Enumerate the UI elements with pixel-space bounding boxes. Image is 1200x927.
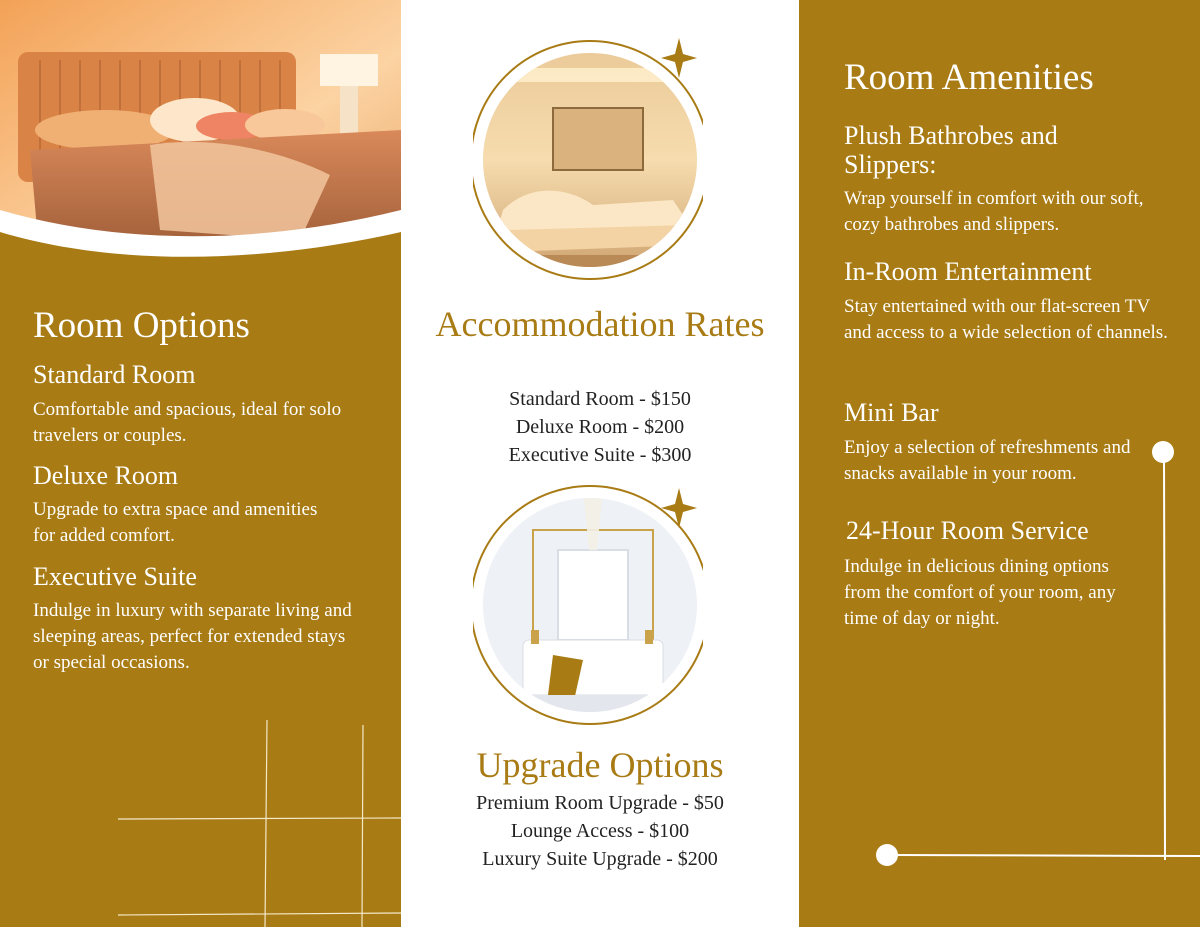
rate-executive: Executive Suite - $300 [508, 444, 692, 466]
amenity-name-entertainment: In-Room Entertainment [844, 257, 1092, 286]
decorative-grid-lines [0, 720, 401, 927]
room-options-title: Room Options [33, 305, 250, 346]
amenities-title: Room Amenities [844, 57, 1094, 98]
room-name-standard: Standard Room [33, 360, 196, 389]
room-desc-deluxe: Upgrade to extra space and amenities for added comfort. [33, 499, 318, 546]
rates-title: Accommodation Rates [435, 304, 765, 344]
right-panel [799, 0, 1200, 927]
amenity-desc-minibar: Enjoy a selection of refreshments and snacks available in your room. [844, 437, 1131, 484]
upgrade-premium: Premium Room Upgrade - $50 [476, 792, 724, 814]
room-name-executive: Executive Suite [33, 562, 197, 591]
middle-panel [401, 0, 799, 927]
amenity-name-room-service: 24-Hour Room Service [846, 516, 1089, 545]
rate-deluxe: Deluxe Room - $200 [515, 416, 685, 438]
rate-standard: Standard Room - $150 [509, 388, 691, 410]
upgrade-lounge: Lounge Access - $100 [510, 820, 690, 842]
room-desc-standard: Comfortable and spacious, ideal for solo travelers or couples. [33, 399, 342, 446]
amenity-desc-entertainment: Stay entertained with our flat-screen TV and access to a wide selection of channels. [844, 296, 1168, 343]
bedroom-photo [0, 0, 401, 262]
room-name-deluxe: Deluxe Room [33, 461, 179, 490]
white-bedroom-photo [473, 480, 703, 730]
amenity-desc-room-service: Indulge in delicious dining options from the comfort of your room, any time of day or night. [844, 556, 1116, 629]
amenity-desc-bathrobes: Wrap yourself in comfort with our soft, cozy bathrobes and slippers. [844, 188, 1144, 235]
amenity-name-minibar: Mini Bar [844, 398, 939, 427]
upgrade-title: Upgrade Options [476, 745, 724, 785]
lounge-photo [473, 30, 703, 280]
decorative-dot-lines [799, 430, 1200, 927]
left-panel [0, 0, 401, 927]
upgrade-luxury: Luxury Suite Upgrade - $200 [482, 848, 718, 870]
room-desc-executive: Indulge in luxury with separate living and sleeping areas, perfect for extended stays or special occasions. [33, 600, 352, 673]
amenity-name-bathrobes: Plush Bathrobes and Slippers: [844, 121, 1058, 179]
